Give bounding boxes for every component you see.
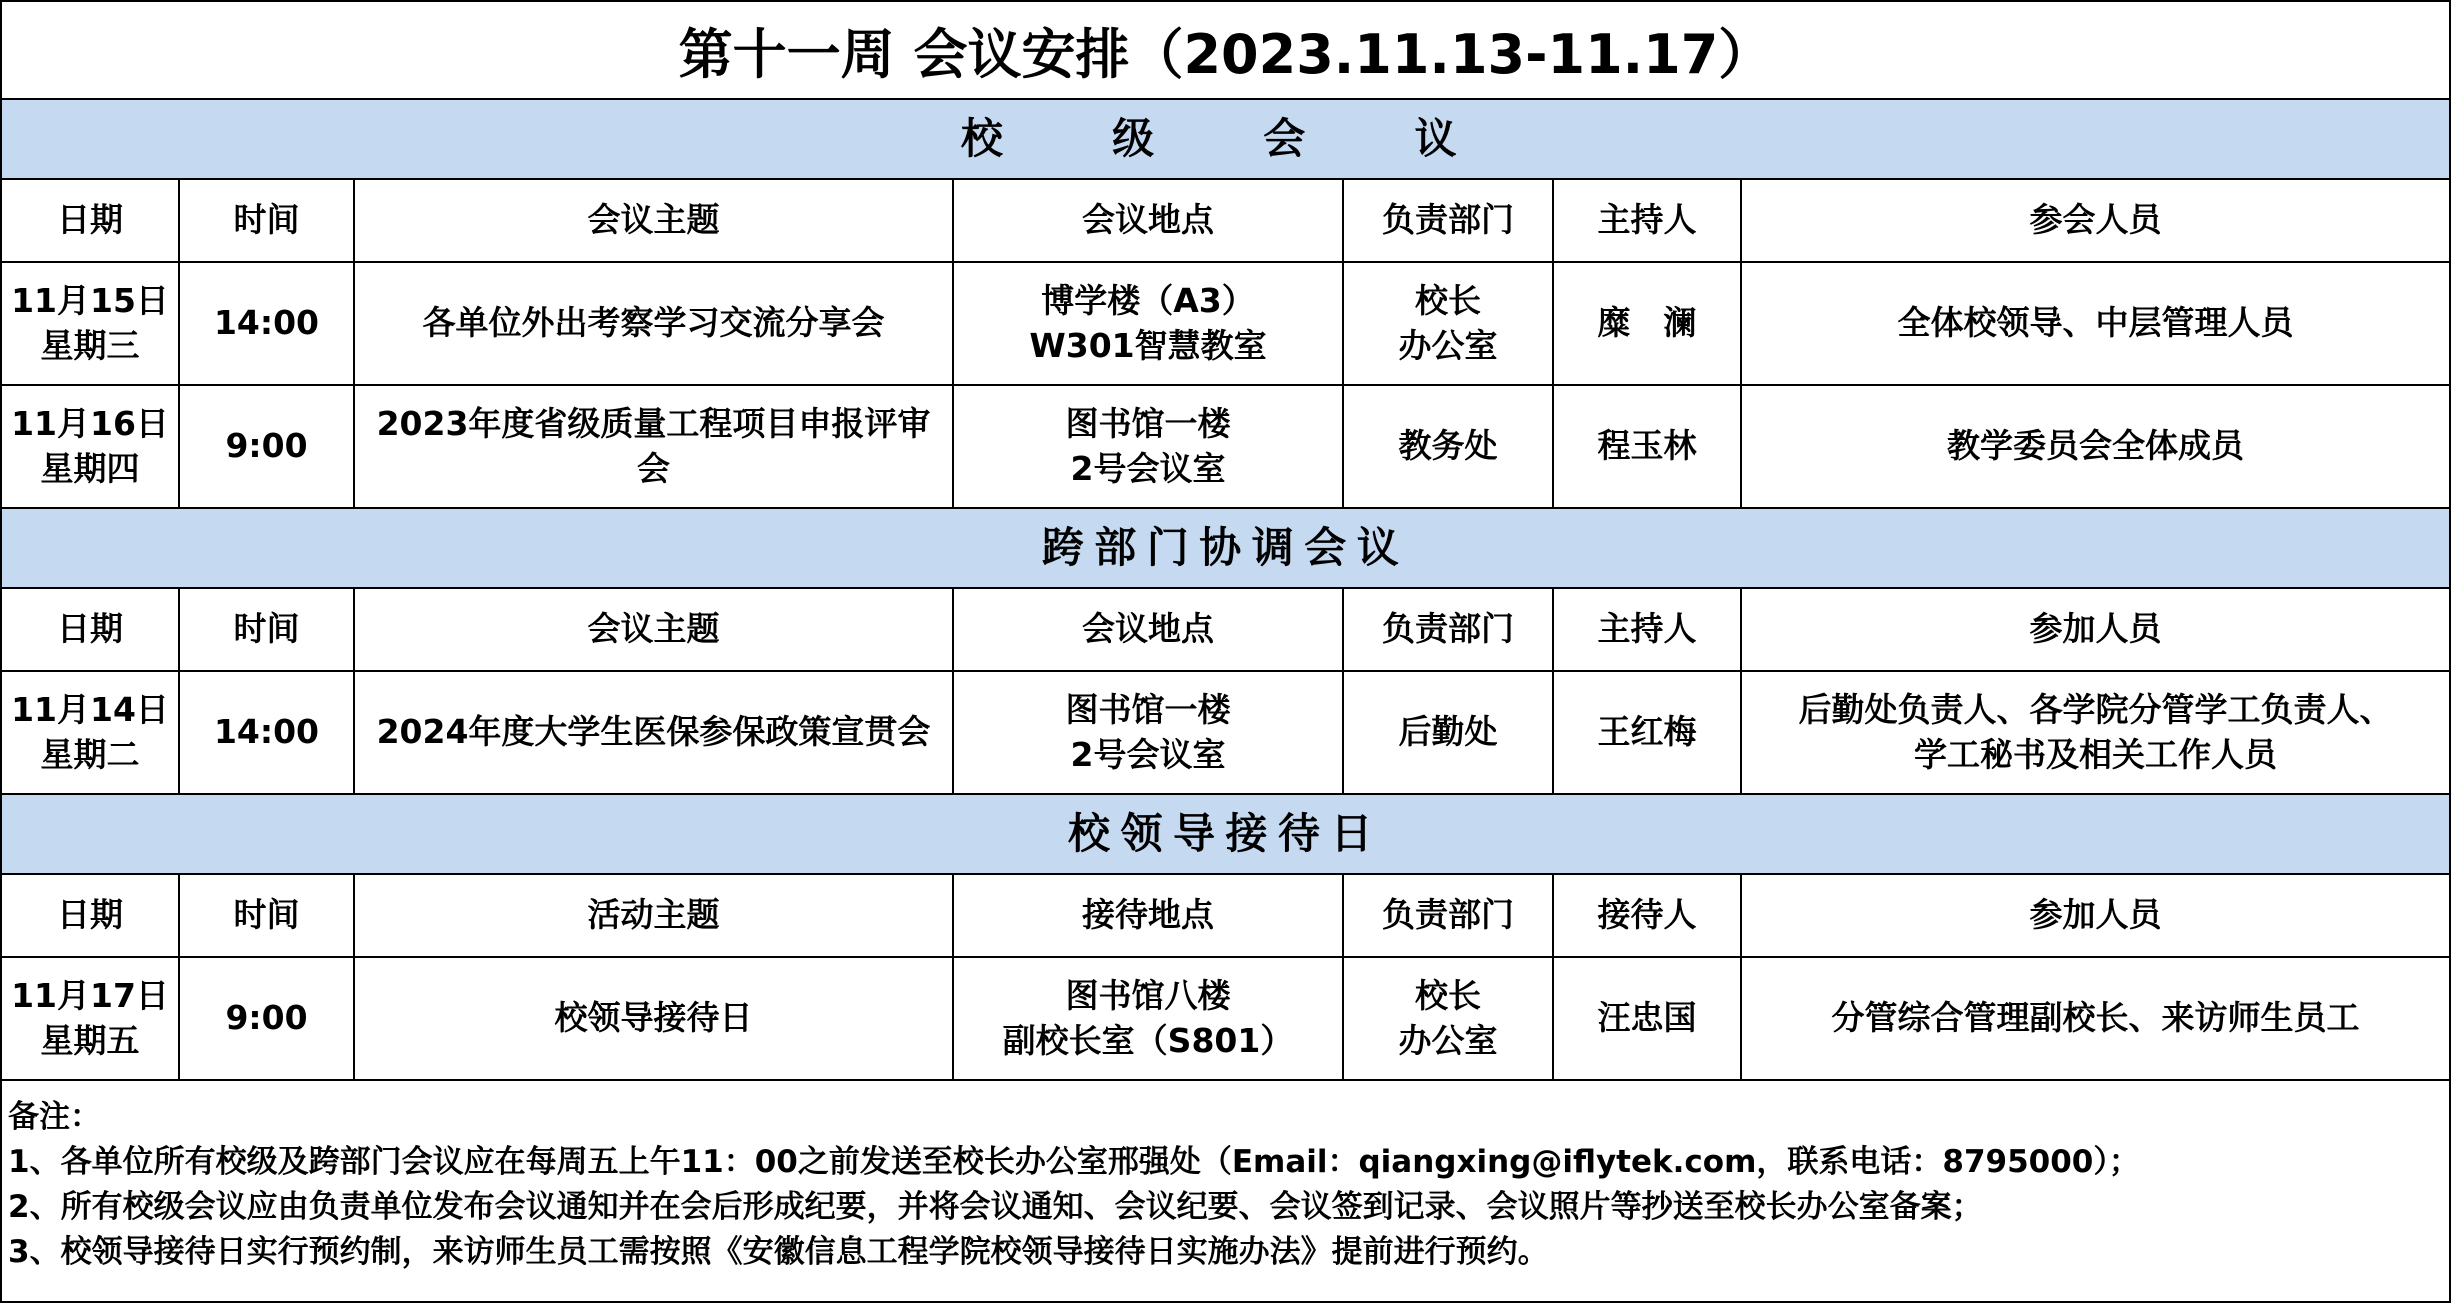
- table-row: [2, 957, 2449, 1080]
- column-header: 参会人员: [1741, 179, 2449, 262]
- column-header: 日期: [2, 874, 179, 957]
- column-header: 参加人员: [1741, 588, 2449, 671]
- section-title: 校 级 会 议: [2, 100, 2449, 179]
- note-item: 2、所有校级会议应由负责单位发布会议通知并在会后形成纪要，并将会议通知、会议纪要、会议签到记录、会议照片等抄送至校长办公室备案；: [8, 1189, 1983, 1225]
- cell-line: 博学楼（A3）: [1041, 280, 1255, 320]
- cell-line: 后勤处负责人、各学院分管学工负责人、: [1798, 689, 2393, 729]
- time-cell: 14:00: [179, 671, 354, 794]
- topic-cell: 2024年度大学生医保参保政策宣贯会: [354, 671, 953, 794]
- attendees-cell: [1741, 957, 2449, 1080]
- cell-line: 校长: [1415, 280, 1481, 320]
- column-header: 接待人: [1553, 874, 1741, 957]
- column-header: 主持人: [1553, 588, 1741, 671]
- column-header: 负责部门: [1343, 588, 1553, 671]
- note-item: 3、校领导接待日实行预约制，来访师生员工需按照《安徽信息工程学院校领导接待日实施办法》提前进行预约。: [8, 1234, 1549, 1270]
- column-header-row: [2, 874, 2449, 957]
- topic-cell: 2023年度省级质量工程项目申报评审会: [354, 385, 953, 508]
- column-header: 会议地点: [953, 179, 1343, 262]
- column-header: 时间: [179, 588, 354, 671]
- column-header: 会议地点: [953, 588, 1343, 671]
- location-cell: [953, 385, 1343, 508]
- host-cell: 程玉林: [1553, 385, 1741, 508]
- cell-line: 图书馆一楼: [1065, 403, 1231, 443]
- table-row: [2, 385, 2449, 508]
- cell-line: 副校长室（S801）: [1002, 1020, 1294, 1060]
- host-cell: 糜 澜: [1553, 262, 1741, 385]
- cell-line: 校长: [1415, 975, 1481, 1015]
- location-cell: [953, 262, 1343, 385]
- column-header: 日期: [2, 179, 179, 262]
- cell-line: 11月17日: [11, 975, 169, 1015]
- date-cell: [2, 671, 179, 794]
- cell-line: 2号会议室: [1070, 448, 1226, 488]
- time-cell: 9:00: [179, 385, 354, 508]
- notes-section: [2, 1081, 2449, 1275]
- cell-line: 11月14日: [11, 689, 169, 729]
- column-header: 负责部门: [1343, 874, 1553, 957]
- location-cell: [953, 671, 1343, 794]
- cell-line: 2号会议室: [1070, 734, 1226, 774]
- cell-line: 11月16日: [11, 403, 169, 443]
- section-header-row: [2, 100, 2449, 179]
- notes-label: 备注：: [8, 1099, 101, 1135]
- cell-line: 教学委员会全体成员: [1947, 426, 2244, 466]
- attendees-cell: [1741, 385, 2449, 508]
- note-item: 1、各单位所有校级及跨部门会议应在每周五上午11：00之前发送至校长办公室邢强处（Email：qiangxing@iflytek.com，联系电话：8795000）；: [8, 1144, 2140, 1180]
- column-header: 时间: [179, 179, 354, 262]
- column-header-row: [2, 179, 2449, 262]
- topic-cell: 校领导接待日: [354, 957, 953, 1080]
- host-cell: 王红梅: [1553, 671, 1741, 794]
- page-title: 第十一周 会议安排（2023.11.13-11.17）: [2, 2, 2449, 100]
- department-cell: [1343, 262, 1553, 385]
- cell-line: 后勤处: [1398, 712, 1498, 752]
- column-header: 接待地点: [953, 874, 1343, 957]
- cell-line: 星期四: [40, 448, 140, 488]
- department-cell: [1343, 385, 1553, 508]
- cell-line: 办公室: [1398, 325, 1498, 365]
- column-header: 会议主题: [354, 588, 953, 671]
- cell-line: 办公室: [1398, 1020, 1498, 1060]
- column-header: 参加人员: [1741, 874, 2449, 957]
- cell-line: 星期三: [40, 325, 140, 365]
- date-cell: [2, 957, 179, 1080]
- column-header: 日期: [2, 588, 179, 671]
- column-header: 时间: [179, 874, 354, 957]
- department-cell: [1343, 957, 1553, 1080]
- cell-line: 全体校领导、中层管理人员: [1897, 303, 2294, 343]
- topic-cell: 各单位外出考察学习交流分享会: [354, 262, 953, 385]
- cell-line: 教务处: [1398, 426, 1498, 466]
- cell-line: 图书馆一楼: [1065, 689, 1231, 729]
- cell-line: 星期二: [40, 734, 140, 774]
- schedule-table: [2, 100, 2449, 1081]
- column-header-row: [2, 588, 2449, 671]
- table-row: [2, 671, 2449, 794]
- attendees-cell: [1741, 671, 2449, 794]
- column-header: 活动主题: [354, 874, 953, 957]
- cell-line: W301智慧教室: [1029, 325, 1267, 365]
- attendees-cell: [1741, 262, 2449, 385]
- column-header: 主持人: [1553, 179, 1741, 262]
- cell-line: 11月15日: [11, 280, 169, 320]
- department-cell: [1343, 671, 1553, 794]
- cell-line: 图书馆八楼: [1065, 975, 1231, 1015]
- date-cell: [2, 262, 179, 385]
- cell-line: 分管综合管理副校长、来访师生员工: [1831, 998, 2360, 1038]
- section-header-row: [2, 508, 2449, 588]
- time-cell: 9:00: [179, 957, 354, 1080]
- date-cell: [2, 385, 179, 508]
- location-cell: [953, 957, 1343, 1080]
- cell-line: 星期五: [40, 1020, 140, 1060]
- host-cell: 汪忠国: [1553, 957, 1741, 1080]
- column-header: 负责部门: [1343, 179, 1553, 262]
- table-row: [2, 262, 2449, 385]
- time-cell: 14:00: [179, 262, 354, 385]
- schedule-body: [2, 100, 2449, 1080]
- cell-line: 学工秘书及相关工作人员: [1914, 734, 2277, 774]
- column-header: 会议主题: [354, 179, 953, 262]
- section-title: 校领导接待日: [2, 794, 2449, 874]
- section-title: 跨部门协调会议: [2, 508, 2449, 588]
- section-header-row: [2, 794, 2449, 874]
